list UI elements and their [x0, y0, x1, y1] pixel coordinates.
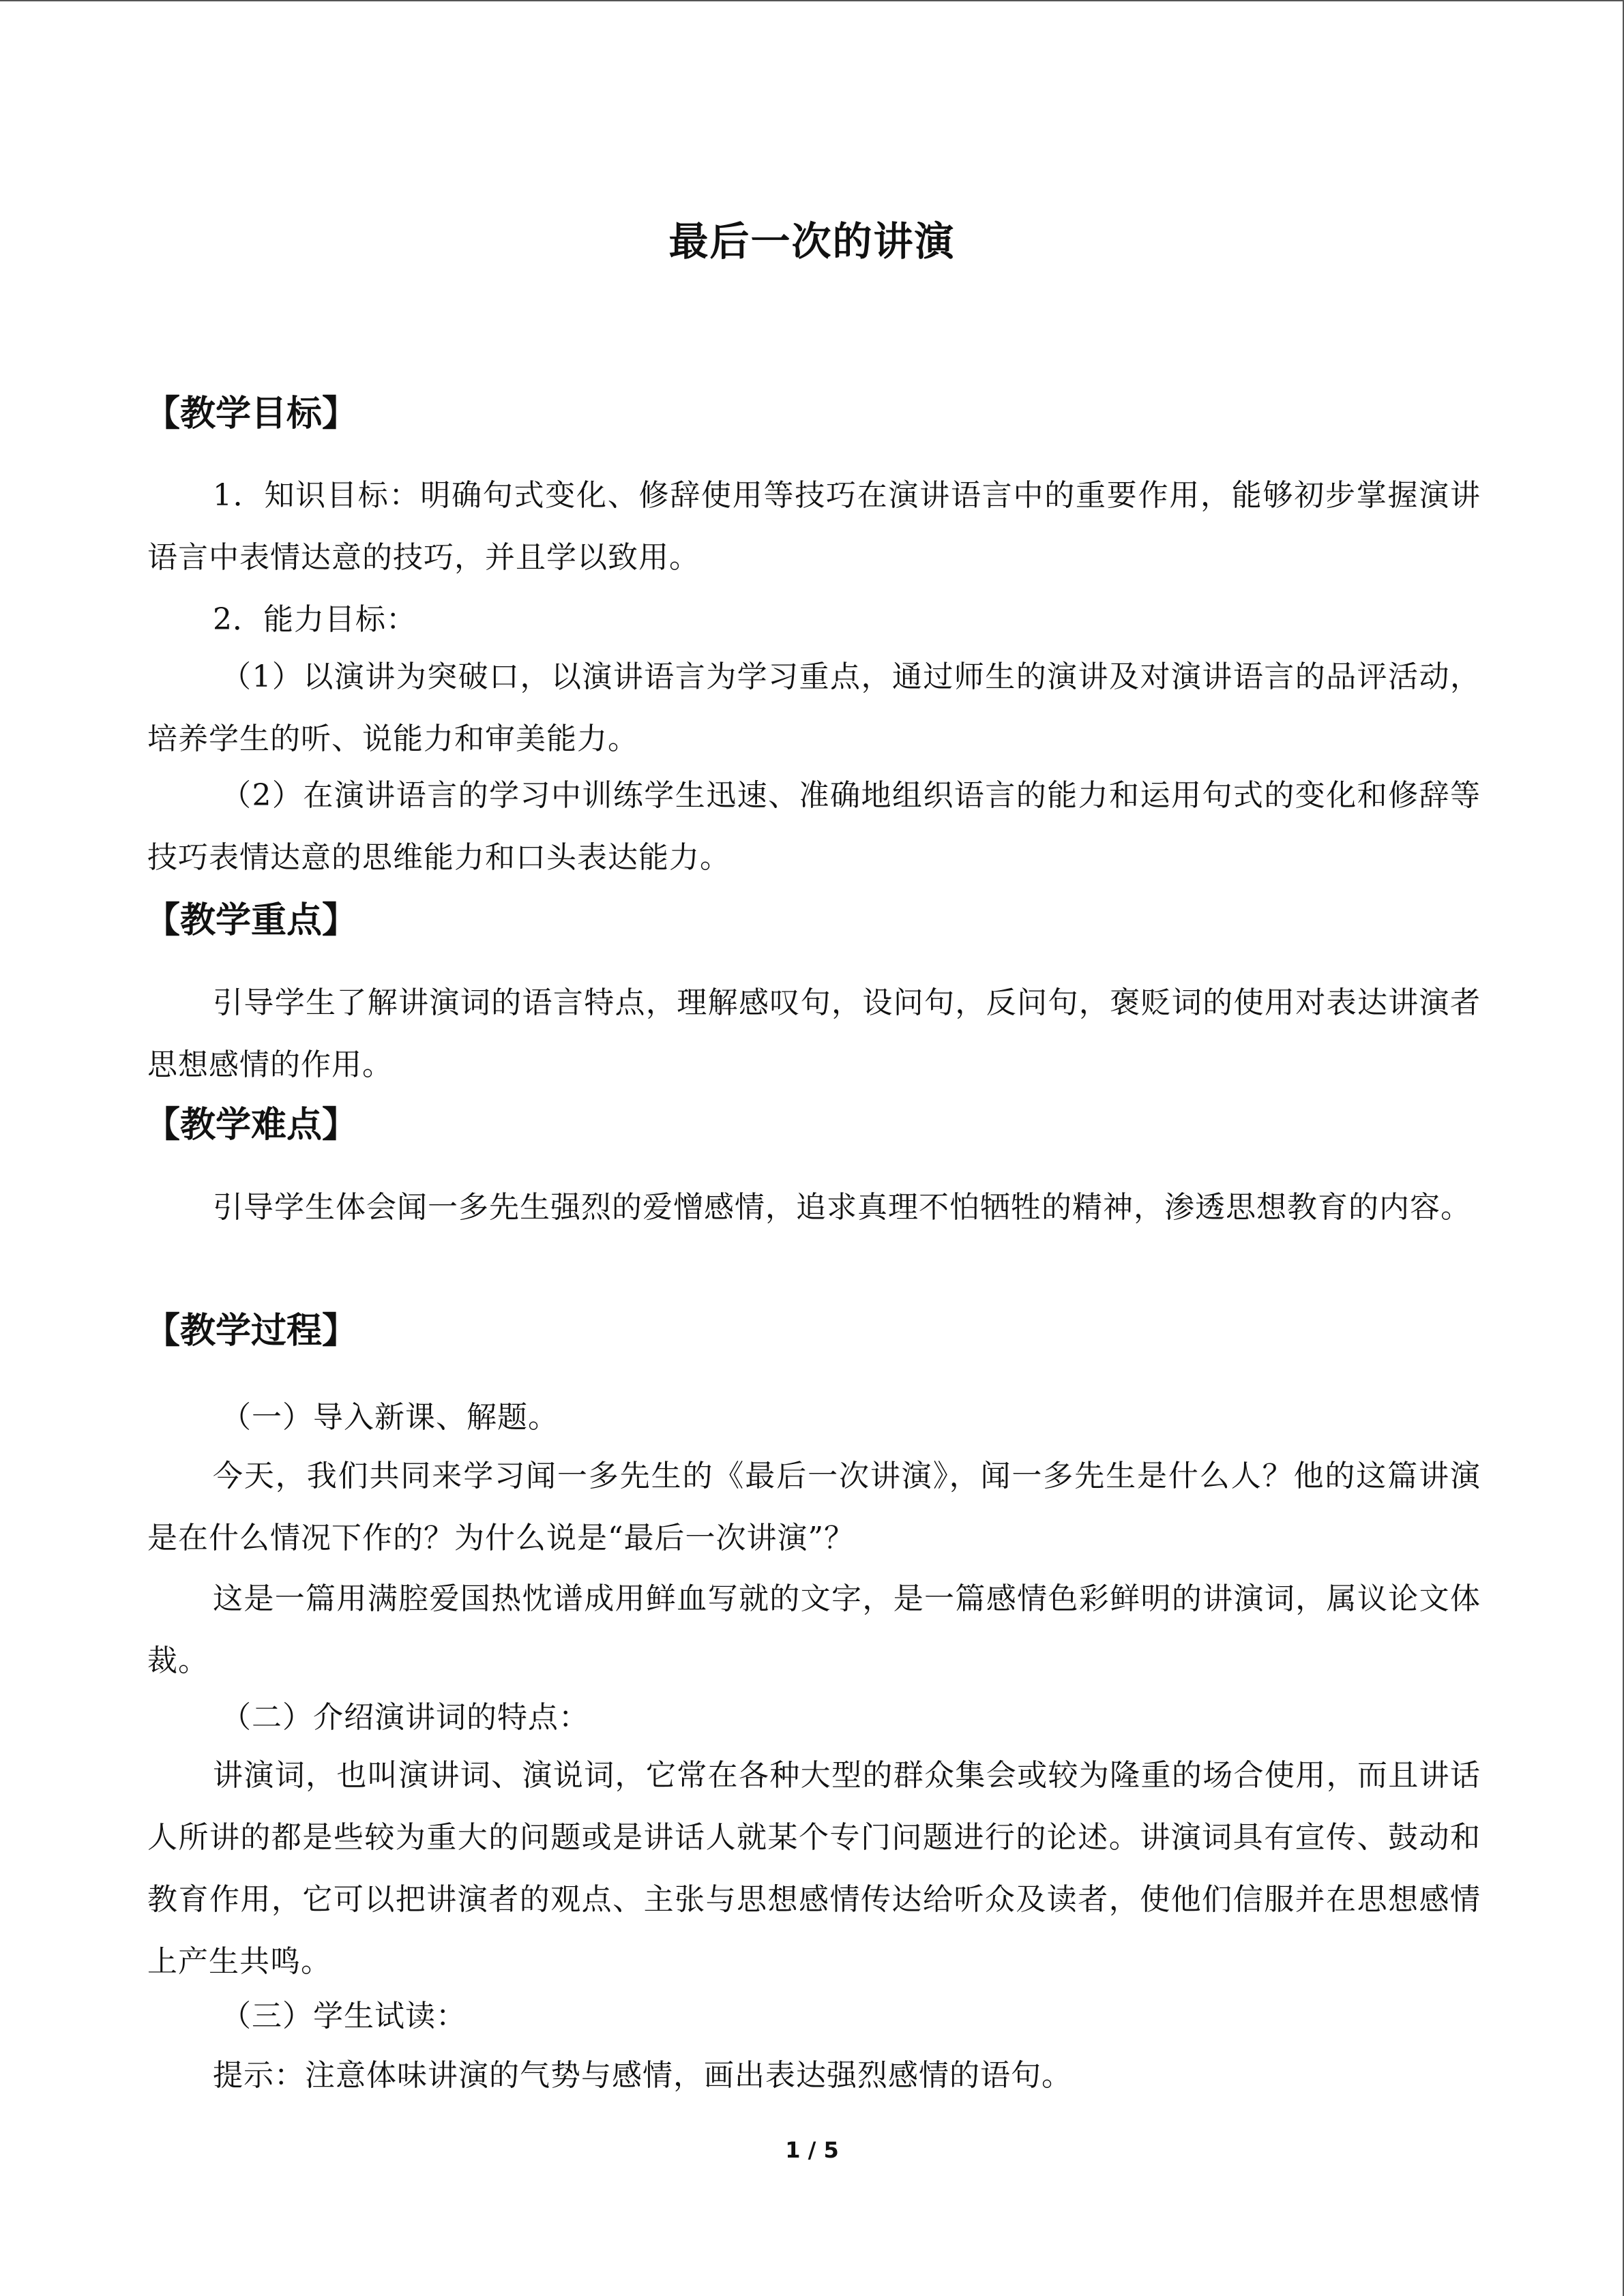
paragraph: （2）在演讲语言的学习中训练学生迅速、准确地组织语言的能力和运用句式的变化和修辞等技巧表情达意的思维能力和口头表达能力。	[147, 778, 1481, 875]
paragraph: 提示：注意体味讲演的气势与感情，画出表达强烈感情的语句。	[213, 2058, 1072, 2093]
paragraph: （二）介绍演讲词的特点：	[221, 1700, 589, 1735]
paragraph: （1）以演讲为突破口，以演讲语言为学习重点，通过师生的演讲及对演讲语言的品评活动，培养学生的听、说能力和审美能力。	[147, 659, 1481, 756]
paragraph: （三）学生试读：	[221, 1999, 467, 2033]
section-heading-difficulties: 【教学难点】	[145, 1105, 358, 1146]
paragraph: 1．知识目标：明确句式变化、修辞使用等技巧在演讲语言中的重要作用，能够初步掌握演讲语言中表情达意的技巧，并且学以致用。	[147, 478, 1481, 575]
paragraph: 讲演词，也叫演讲词、演说词，它常在各种大型的群众集会或较为隆重的场合使用，而且讲话人所讲的都是些较为重大的问题或是讲话人就某个专门问题进行的论述。讲演词具有宣传、鼓动和教育作用，它可以把讲演者的观点、主张与思想感情传达给听众及读者，使他们信服并在思想感情上产生共鸣。	[147, 1758, 1481, 1979]
page-number: 1 / 5	[785, 2137, 839, 2163]
section-heading-key-points: 【教学重点】	[145, 900, 358, 941]
paragraph: 2．能力目标：	[213, 602, 417, 637]
page-title: 最后一次的讲演	[668, 218, 956, 265]
section-heading-objectives: 【教学目标】	[145, 393, 358, 434]
paragraph: 引导学生了解讲演词的语言特点，理解感叹句，设问句，反问句，褒贬词的使用对表达讲演者思想感情的作用。	[147, 985, 1481, 1082]
paragraph: 这是一篇用满腔爱国热忱谱成用鲜血写就的文字，是一篇感情色彩鲜明的讲演词，属议论文体裁。	[147, 1581, 1481, 1678]
paragraph: 引导学生体会闻一多先生强烈的爱憎感情，追求真理不怕牺牲的精神，渗透思想教育的内容。	[213, 1190, 1471, 1225]
section-heading-process: 【教学过程】	[145, 1311, 358, 1352]
paragraph: 今天，我们共同来学习闻一多先生的《最后一次讲演》，闻一多先生是什么人？他的这篇讲演是在什么情况下作的？为什么说是“最后一次讲演”？	[147, 1459, 1481, 1555]
paragraph: （一）导入新课、解题。	[221, 1400, 559, 1435]
